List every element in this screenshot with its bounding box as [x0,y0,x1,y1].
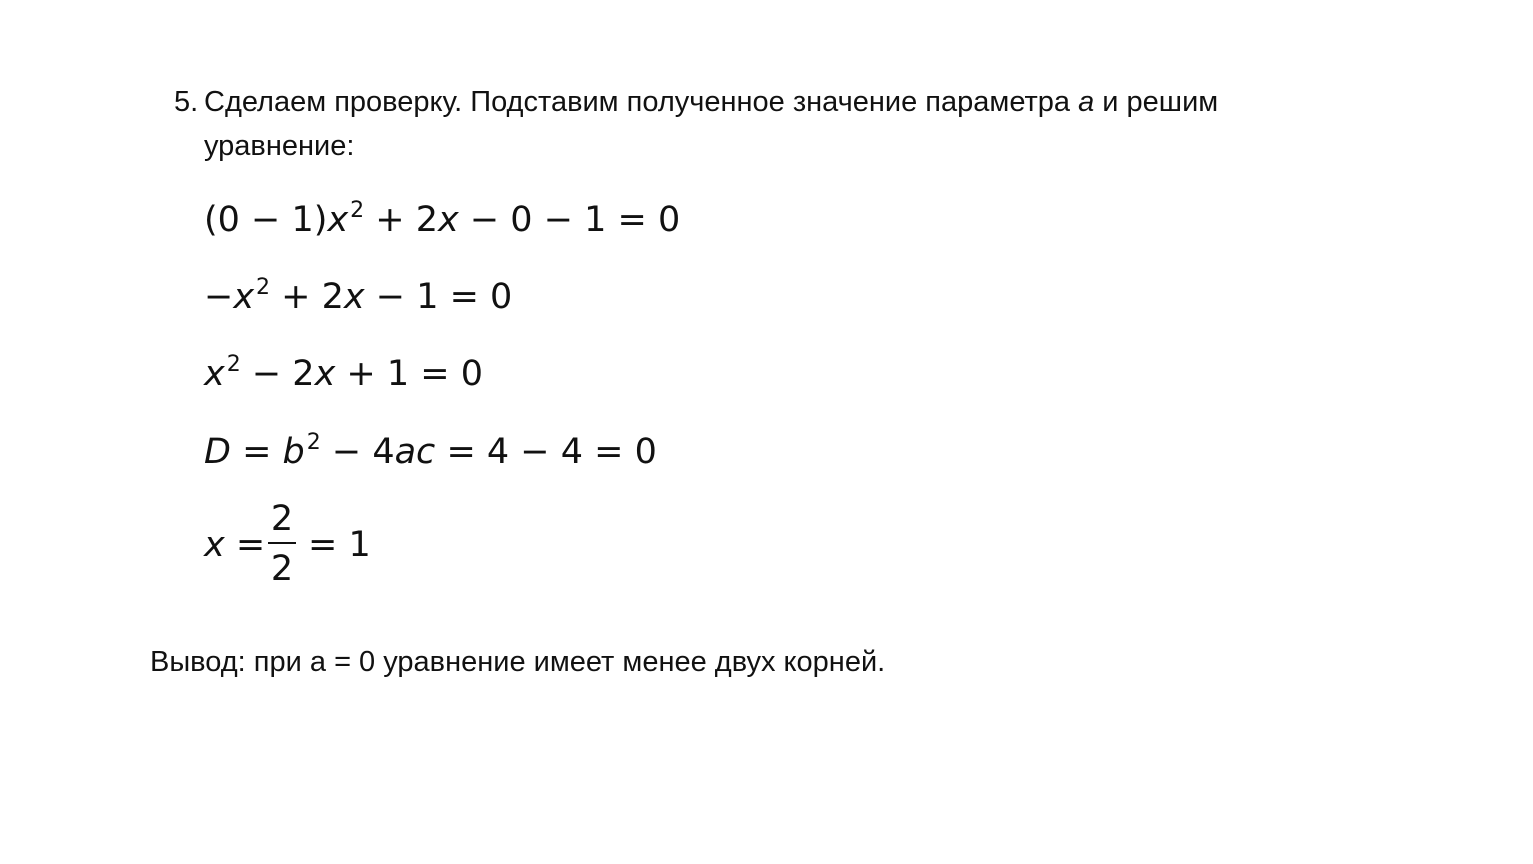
step-text-part2: и решим уравнение: [204,86,1219,162]
eq3-part: + 1 = 0 [335,354,483,394]
equation-1 [204,200,680,245]
eq2-var-x: x [233,277,255,317]
equation-3 [204,354,483,399]
eq4-var-b: b [282,432,305,472]
eq1-part: − 0 − 1 = 0 [458,200,681,240]
eq4-part: = [230,432,283,472]
eq3-part: − 2 [240,354,315,394]
step-text-part1: Сделаем проверку. Подставим полученное значение параметра [204,86,1079,118]
eq3-var-x: x [204,354,225,394]
conclusion-text: Вывод: при а = 0 уравнение имеет менее двух корней. [150,646,886,678]
fraction-bar [268,542,296,544]
eq5-var-x: x [204,525,225,565]
eq3-var-x: x [314,354,336,394]
eq5-rhs: = 1 [308,525,371,565]
eq2-part: − 1 = 0 [364,277,513,317]
eq4-part: − 4 [320,432,395,472]
eq2-part: − [204,277,234,317]
eq1-var-x: x [327,200,349,240]
eq1-part: + 2 [364,200,439,240]
equation-discriminant [204,432,657,477]
step-text [204,80,1364,168]
eq2-var-x: x [343,277,365,317]
eq2-part: + 2 [270,277,344,317]
eq2-exponent: 2 [256,275,271,300]
eq4-part: = 4 − 4 = 0 [435,432,657,472]
eq3-exponent: 2 [226,352,241,377]
fraction [268,500,296,588]
eq1-part: (0 − 1) [204,200,328,240]
eq5-lhs [204,525,265,565]
fraction-denominator: 2 [270,549,294,589]
eq1-exponent: 2 [350,198,365,223]
eq4-exponent: 2 [306,430,321,455]
eq4-var-ac: ac [394,432,436,472]
equation-2 [204,277,512,322]
fraction-numerator: 2 [270,499,294,539]
eq4-var-d: D [204,432,231,472]
eq1-var-x: x [438,200,459,240]
step-number: 5. [174,86,199,118]
eq5-equals: = [224,525,266,565]
parameter-variable: a [1078,86,1095,118]
